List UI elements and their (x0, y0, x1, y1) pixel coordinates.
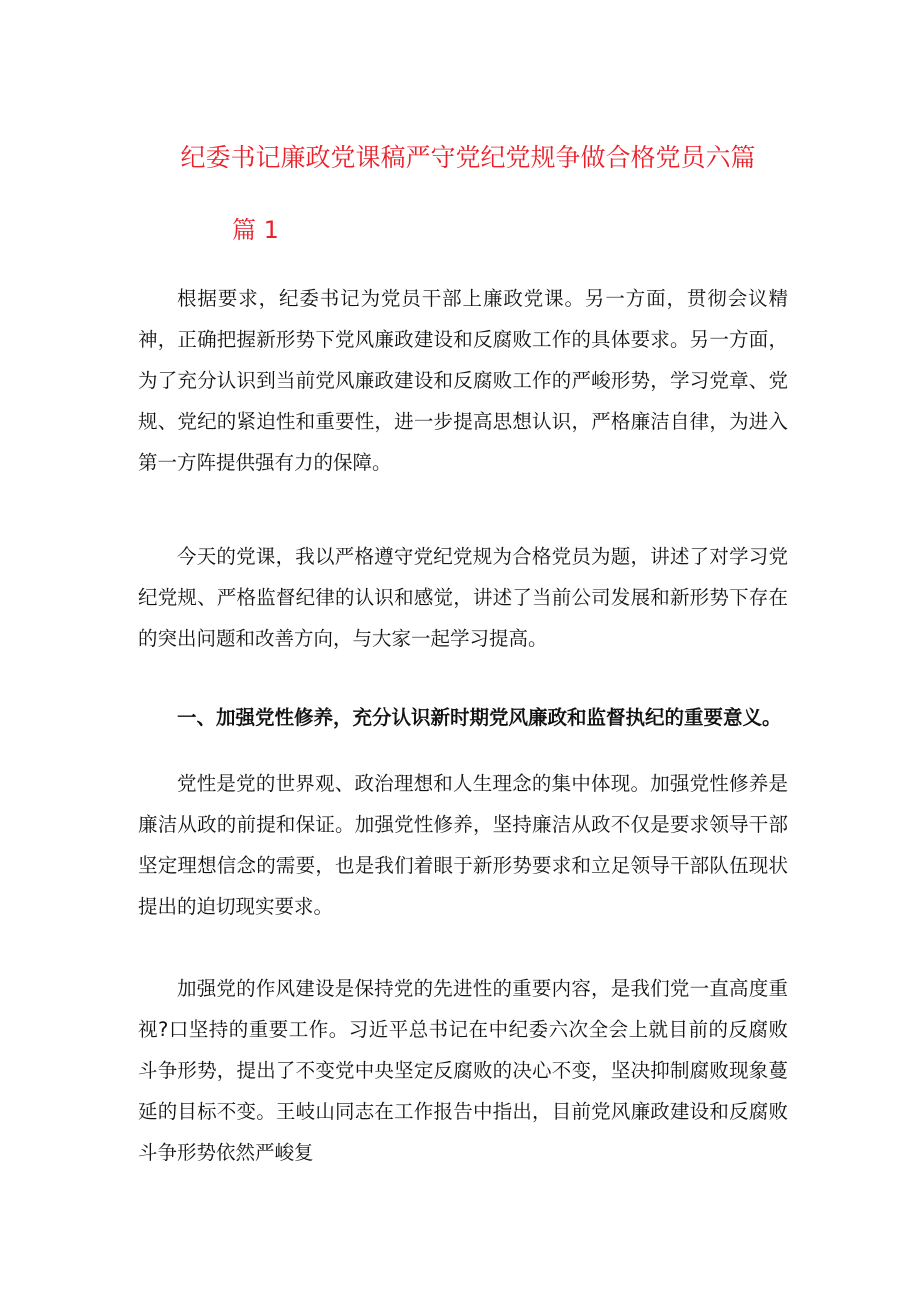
section-heading-1: 一、加强党性修养，充分认识新时期党风廉政和监督执纪的重要意义。 (177, 706, 782, 729)
paragraph-1: 根据要求，纪委书记为党员干部上廉政党课。另一方面，贯彻会议精神，正确把握新形势下党风廉政建设和反腐败工作的具体要求。另一方面，为了充分认识到当前党风廉政建设和反腐败工作的严峻形势，学习党章、党规、党纪的紧迫性和重要性，进一步提高思想认识，严格廉洁自律，为进入第一方阵提供强有力的保障。 (138, 287, 788, 474)
document-title: 纪委书记廉政党课稿严守党纪党规争做合格党员六篇 (180, 143, 756, 172)
paragraph-2: 今天的党课，我以严格遵守党纪党规为合格党员为题，讲述了对学习党纪党规、严格监督纪律的认识和感觉，讲述了当前公司发展和新形势下存在的突出问题和改善方向，与大家一起学习提高。 (138, 545, 788, 650)
paragraph-3: 党性是党的世界观、政治理想和人生理念的集中体现。加强党性修养是廉洁从政的前提和保证。加强党性修养，坚持廉洁从政不仅是要求领导干部坚定理想信念的需要，也是我们着眼于新形势要求和立足领导干部队伍现状提出的迫切现实要求。 (138, 772, 788, 918)
section-label: 篇 1 (232, 216, 279, 244)
paragraph-4: 加强党的作风建设是保持党的先进性的重要内容，是我们党一直高度重视?口坚持的重要工作。习近平总书记在中纪委六次全会上就目前的反腐败斗争形势，提出了不变党中央坚定反腐败的决心不变，坚决抑制腐败现象蔓延的目标不变。王岐山同志在工作报告中指出，目前党风廉政建设和反腐败斗争形势依然严峻复 (138, 977, 788, 1164)
